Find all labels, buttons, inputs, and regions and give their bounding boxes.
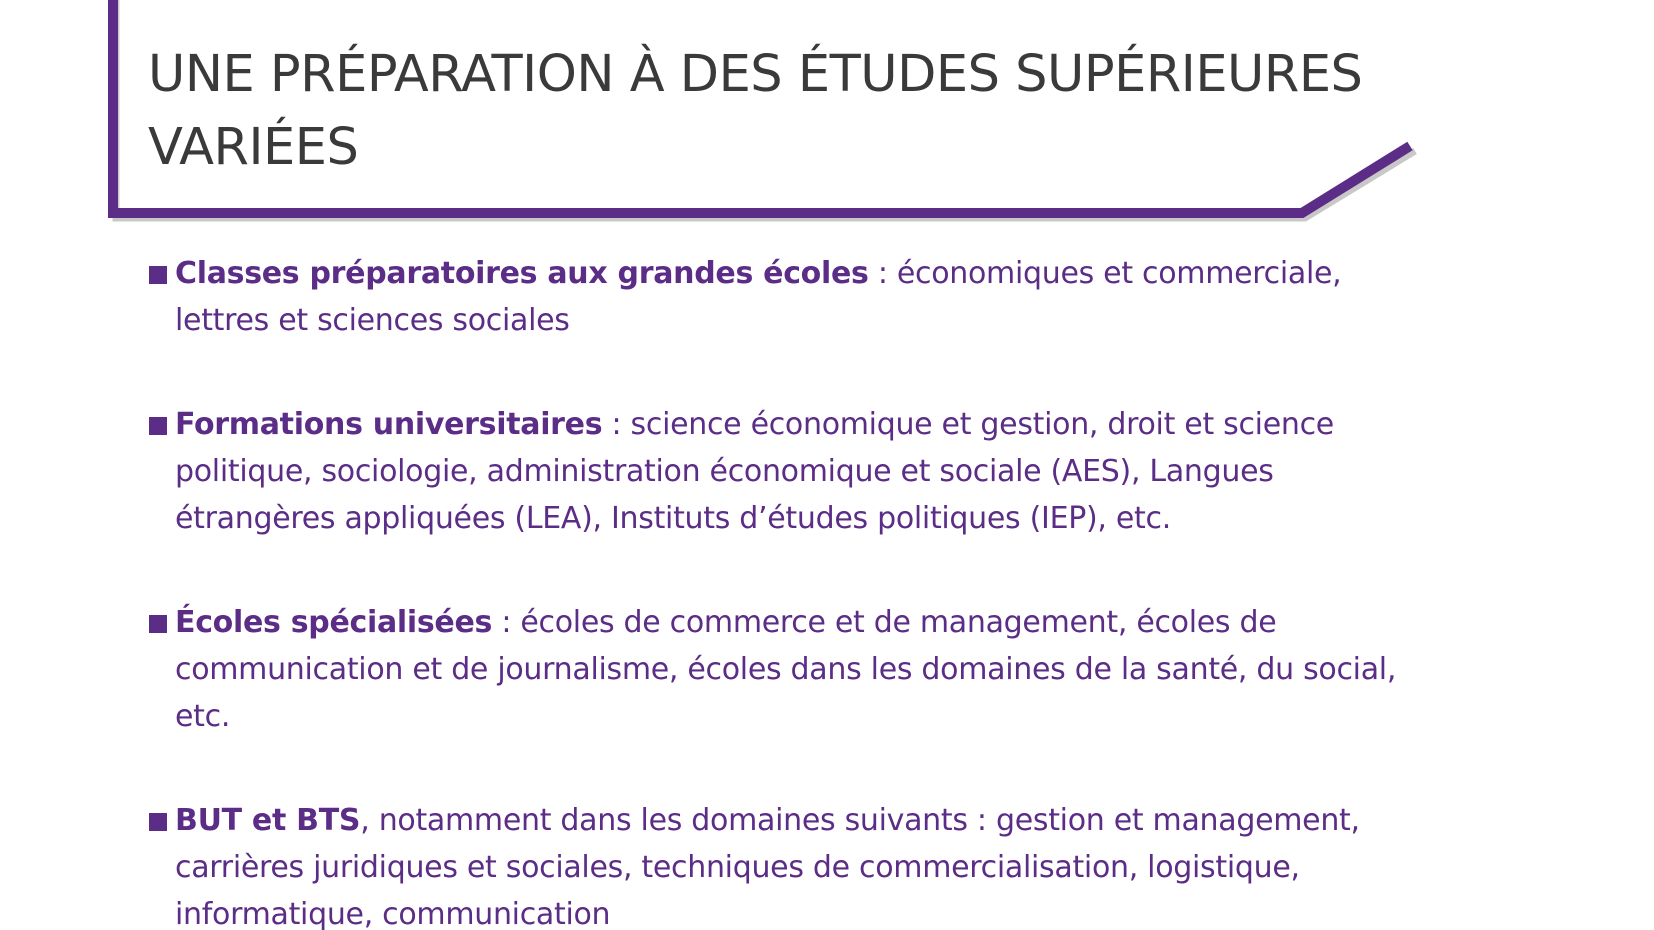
square-bullet-icon <box>149 266 167 284</box>
item-text: : science économique et gestion, droit et science politique, sociologie, administration économique et sociale (AES), Langues étrangères appliquées (LEA), Instituts d’études politiques (IEP), etc. <box>175 407 1334 536</box>
item-heading: Écoles spécialisées <box>175 605 493 640</box>
list-item <box>148 250 1408 344</box>
item-heading: BUT et BTS <box>175 803 361 838</box>
square-bullet-icon <box>149 615 167 633</box>
list-item <box>148 599 1408 740</box>
square-bullet-icon <box>149 813 167 831</box>
square-bullet-icon <box>149 417 167 435</box>
bullet-list <box>148 250 1408 930</box>
slide-title: UNE PRÉPARATION À DES ÉTUDES SUPÉRIEURES VARIÉES <box>148 45 1363 177</box>
item-text: , notamment dans les domaines suivants : gestion et management, carrières juridiques et sociales, techniques de commercialisation, logistique, informatique, communication <box>175 803 1360 930</box>
item-heading: Formations universitaires <box>175 407 603 442</box>
item-text: : économiques et commerciale, lettres et sciences sociales <box>175 256 1342 338</box>
item-text: : écoles de commerce et de management, écoles de communication et de journalisme, écoles dans les domaines de la santé, du social, etc. <box>175 605 1397 734</box>
list-item <box>148 797 1408 930</box>
list-item <box>148 401 1408 542</box>
item-heading: Classes préparatoires aux grandes écoles <box>175 256 869 291</box>
